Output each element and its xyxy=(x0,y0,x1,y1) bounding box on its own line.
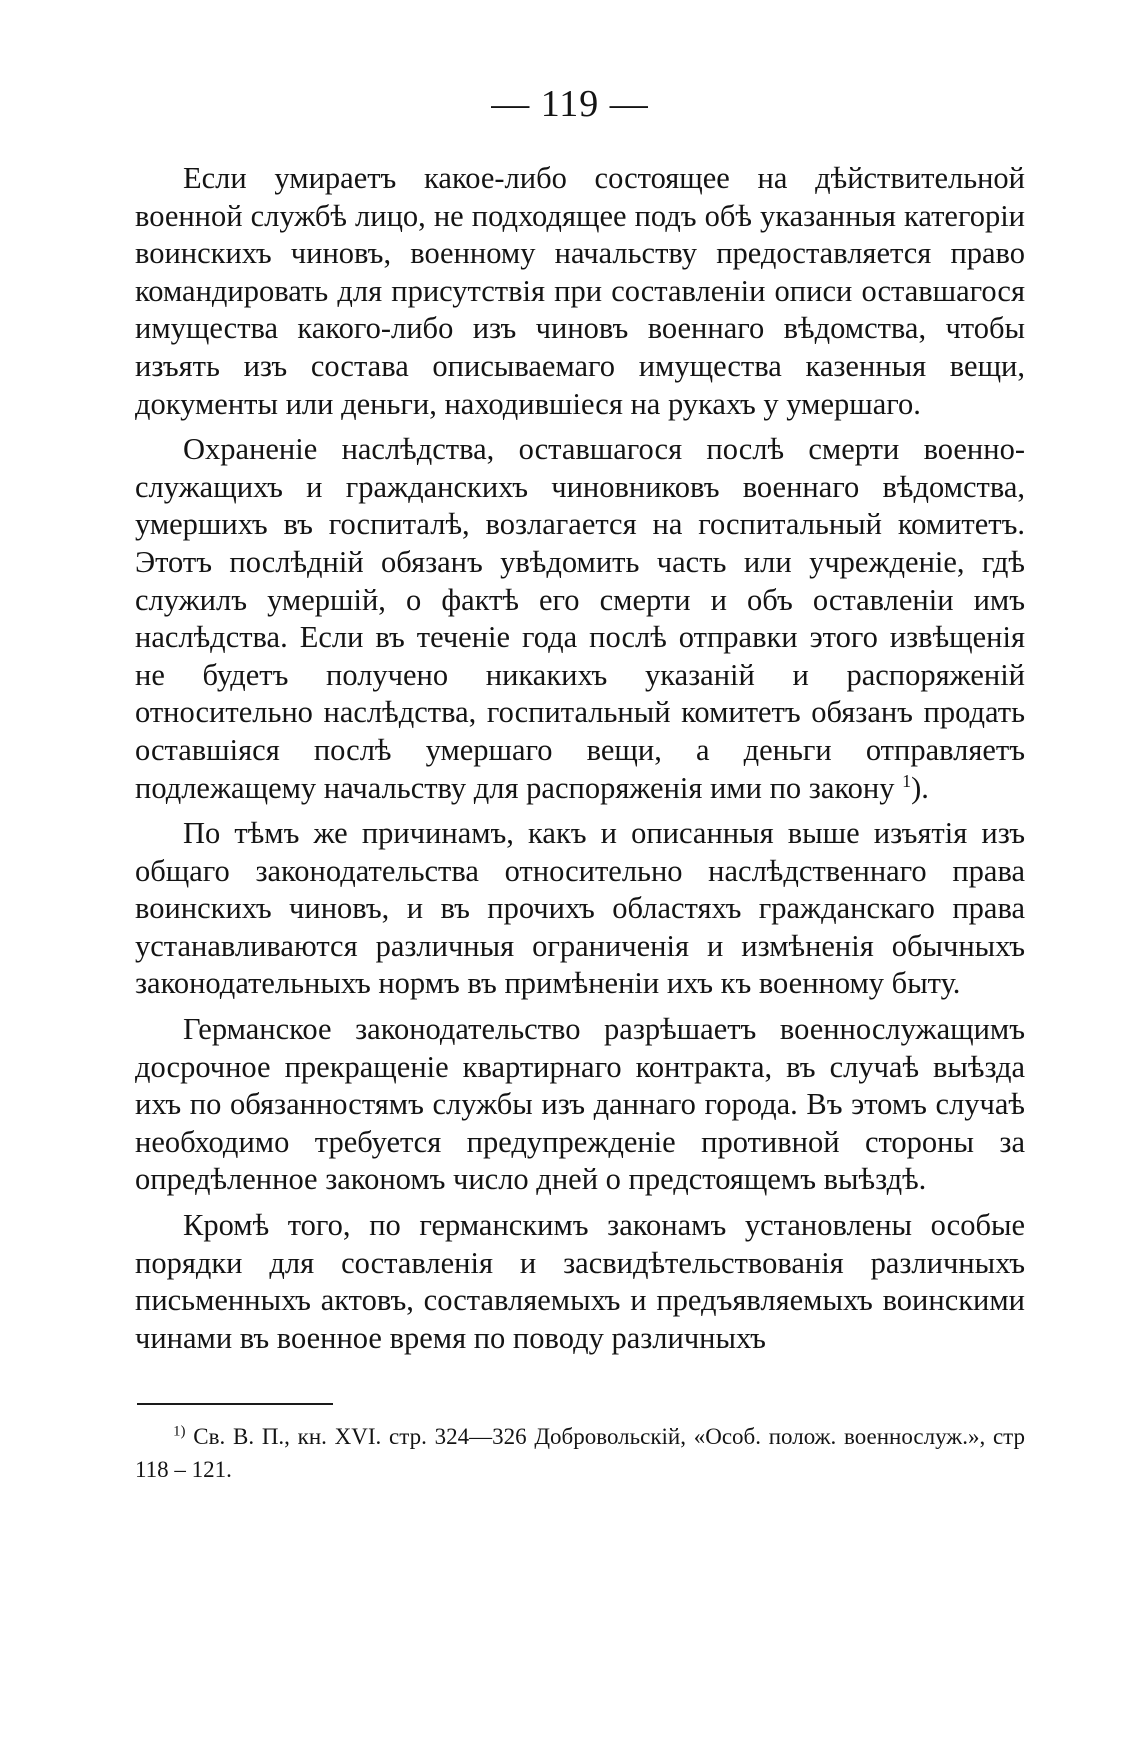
body-text xyxy=(135,160,1025,1365)
footnote-divider xyxy=(137,1403,333,1405)
paragraph-3: По тѣмъ же причинамъ, какъ и описанныя выше изъятія изъ общаго законодательства относительно наслѣдственнаго права воинскихъ чиновъ, и въ прочихъ областяхъ гражданскаго права устанавливаются различныя ограниченія и измѣненія обычныхъ законодательныхъ нормъ въ примѣненіи ихъ къ военному быту. xyxy=(135,816,1025,1001)
paragraph-2-ending: ). xyxy=(911,770,929,805)
page-number: — 119 — xyxy=(491,83,649,125)
footnote-marker: 1) xyxy=(173,1423,186,1440)
footnote-reference: 1 xyxy=(902,770,912,791)
footnote-1 xyxy=(135,1420,1025,1486)
paragraph-2 xyxy=(135,431,1025,807)
paragraph-4: Германское законодательство разрѣшаетъ военнослужащимъ досрочное прекращеніе квартирнаго контракта, въ случаѣ выѣзда ихъ по обязанностямъ службы изъ даннаго города. Въ этомъ случаѣ необходимо требуется предупрежденіе противной стороны за опредѣленное закономъ число дней о предстоящемъ выѣздѣ. xyxy=(135,1012,1025,1197)
paragraph-1: Если умираетъ какое-либо состоящее на дѣйствительной военной службѣ лицо, не подходящее подъ обѣ указанныя категоріи воинскихъ чиновъ, военному начальству предоставляется право командировать для присутствія при составленіи описи оставшагося имущества какого-либо изъ чиновъ военнаго вѣдомства, чтобы изъять изъ состава описываемаго имущества казенныя вещи, документы или деньги, находившіеся на рукахъ у умершаго. xyxy=(135,161,1025,421)
footnote-text: Св. В. П., кн. XVI. стр. 324—326 Добровольскій, «Особ. полож. военнослуж.», стр 118 – 121. xyxy=(135,1424,1025,1482)
paragraph-2-text: Охраненіе наслѣдства, оставшагося послѣ смерти военнослужащихъ и гражданскихъ чиновниковъ военнаго вѣдомства, умершихъ въ госпиталѣ, возлагается на госпитальный комитетъ. Этотъ послѣдній обязанъ увѣдомить часть или учрежденіе, гдѣ служилъ умершій, о фактѣ его смерти и объ оставленіи имъ наслѣдства. Если въ теченіе года послѣ отправки этого извѣщенія не будетъ получено никакихъ указаній и распоряженій относительно наслѣдства, госпитальный комитетъ обязанъ продать оставшіяся послѣ умершаго вещи, а деньги отправляетъ подлежащему начальству для распоряженія ими по закону xyxy=(135,432,1025,805)
footnotes xyxy=(135,1420,1025,1486)
paragraph-5: Кромѣ того, по германскимъ законамъ установлены особые порядки для составленія и засвидѣтельствованія различныхъ письменныхъ актовъ, составляемыхъ и предъявляемыхъ воинскими чинами въ военное время по поводу различныхъ xyxy=(135,1208,1025,1355)
